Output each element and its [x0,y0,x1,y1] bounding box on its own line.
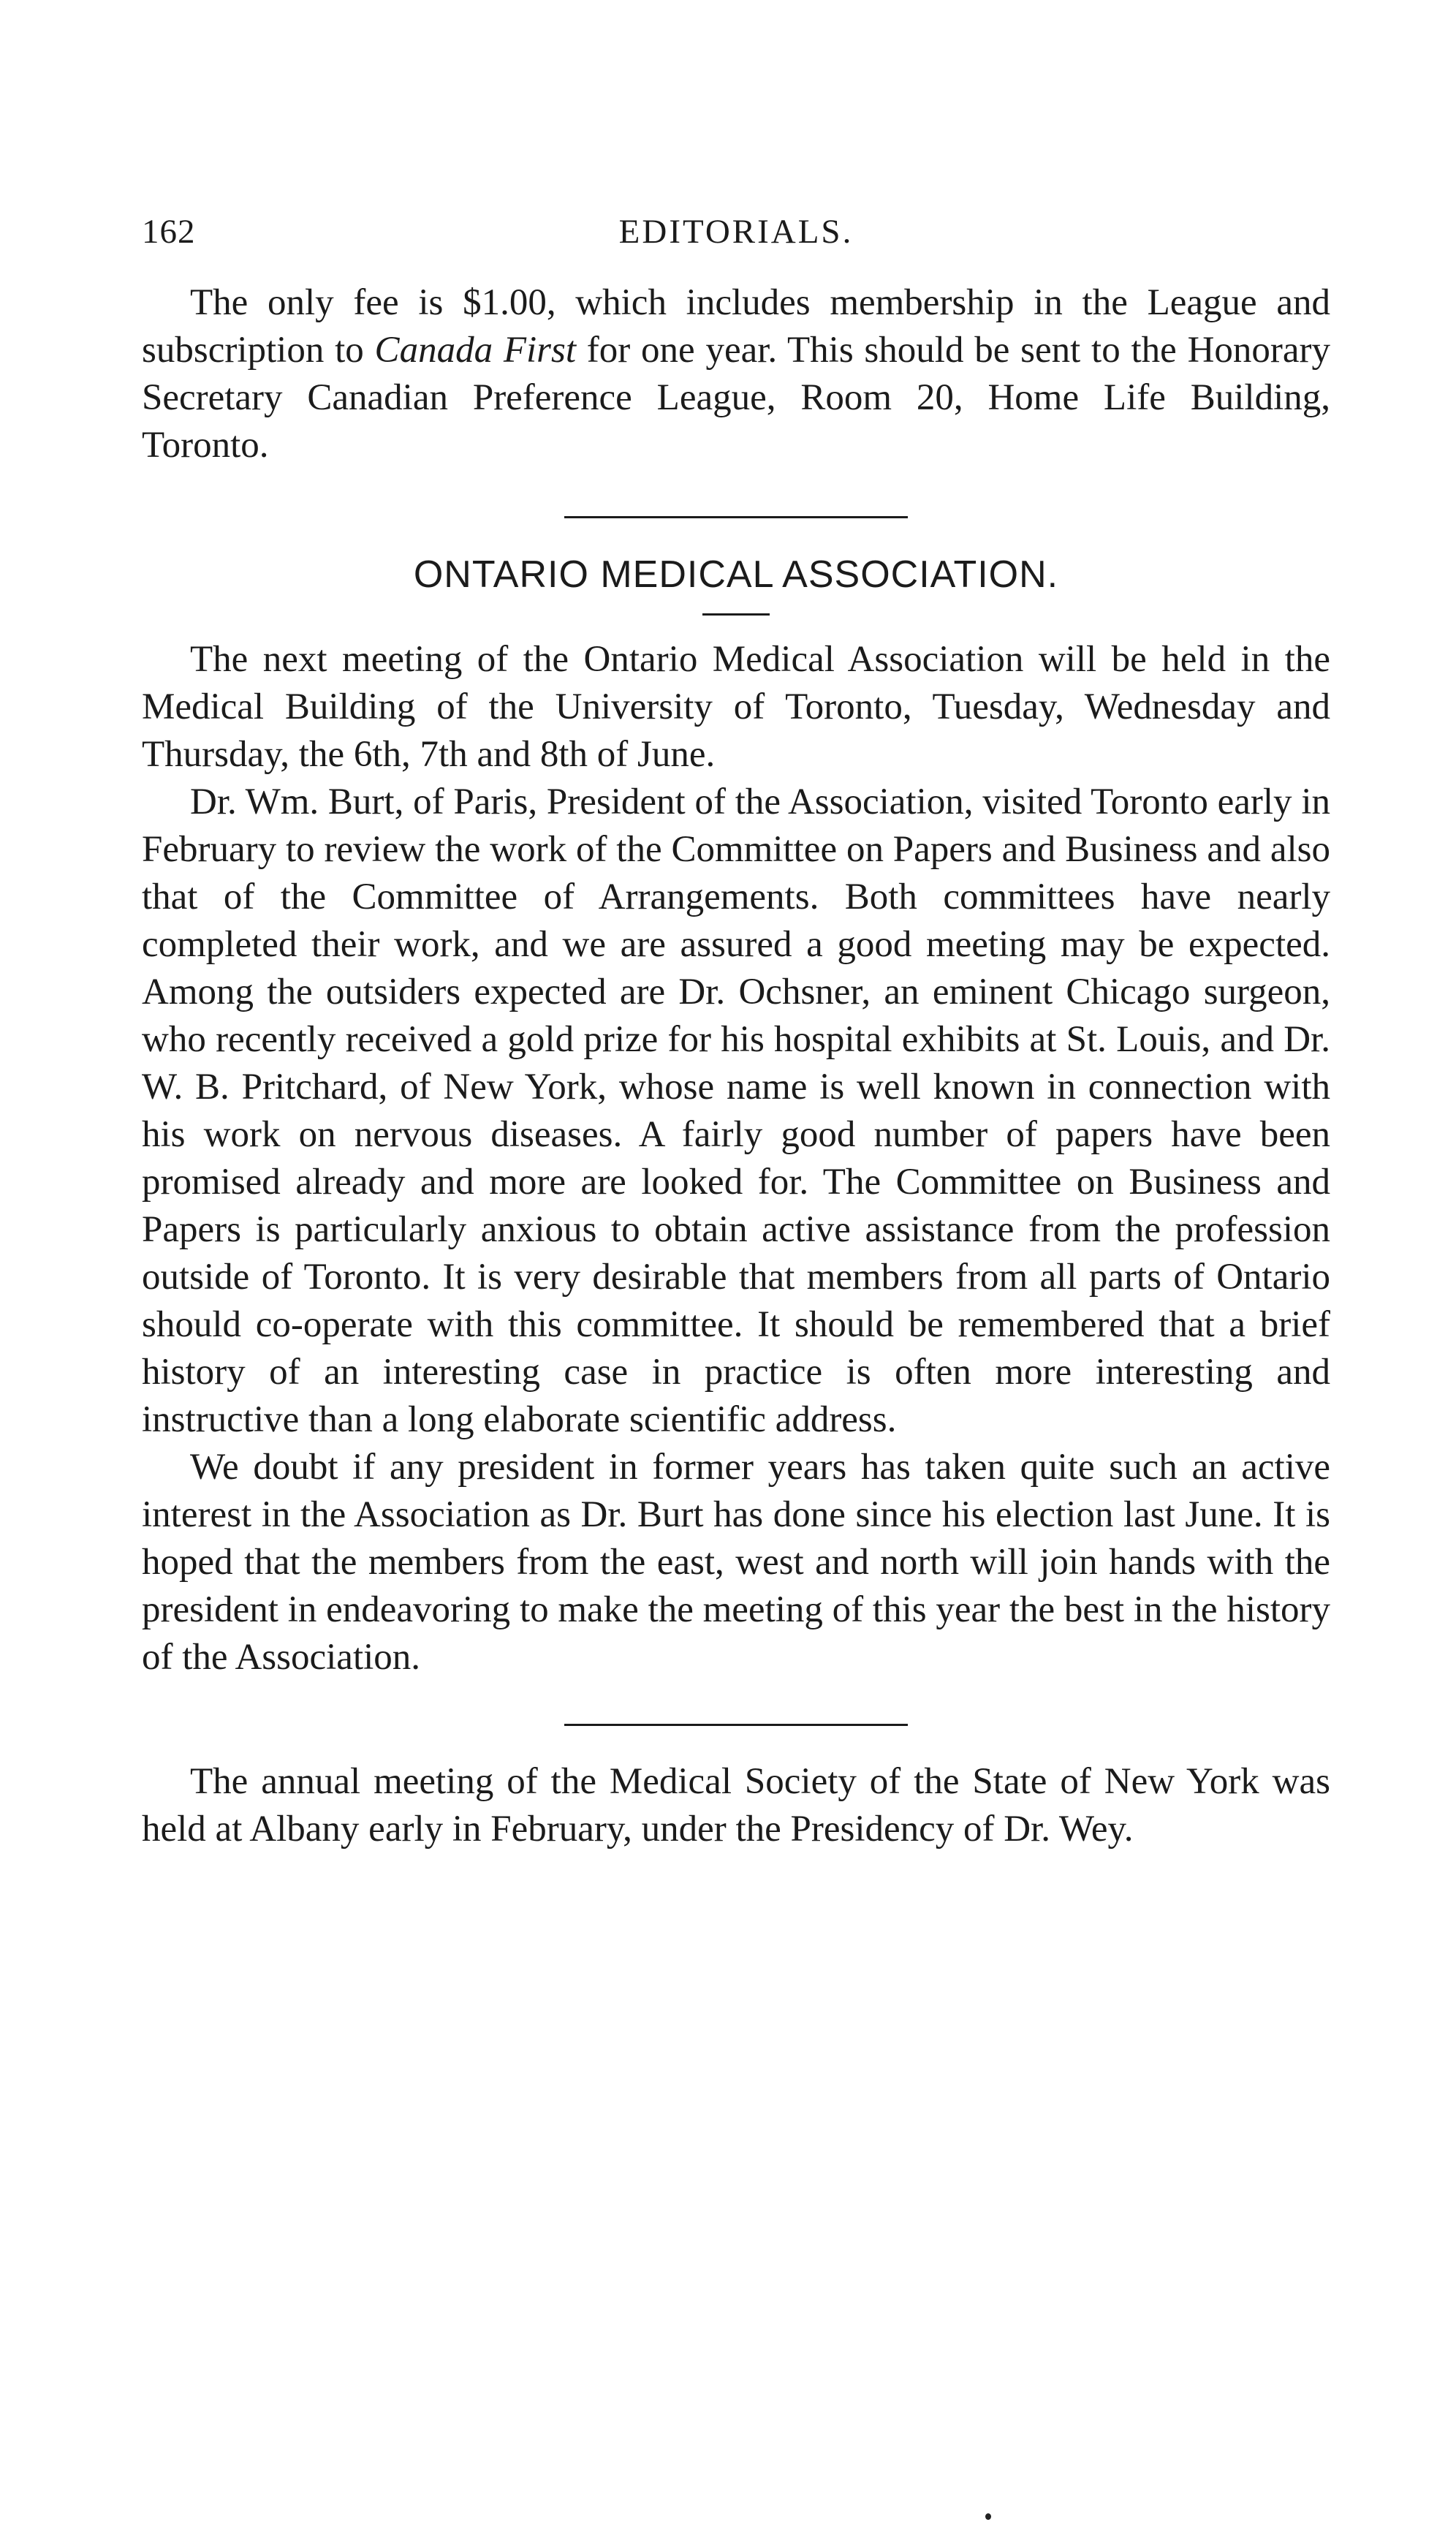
intro-text-before-title: The only fee is $1.00, which includes membership in the League and subscription to [142,282,1330,371]
article-paragraph-committees: Dr. Wm. Burt, of Paris, President of the Association, visited Toronto early in February to review the work of the Committee on Papers and Business and also that of the Committee of Arrangements. Both committees have nearly completed their work, and we are assured a good meeting may be expected. Among the outsiders expected are Dr. Ochsner, an eminent Chicago surgeon, who recently received a gold prize for his hospital exhibits at St. Louis, and Dr. W. B. Pritchard, of New York, whose name is well known in connection with his work on nervous diseases. A fairly good number of papers have been promised already and more are looked for. The Committee on Business and Papers is particularly anxious to obtain active assistance from the profession outside of Toronto. It is very desirable that members from all parts of Ontario should co-operate with this committee. It should be remembered that a brief history of an interesting case in practice is often more interesting and instructive than a long elaborate scientific address. [142,781,1330,1440]
publication-title: Canada First [374,330,577,371]
page-number: 162 [142,213,196,251]
section-title: EDITORIALS. [618,213,854,251]
article-paragraph-meeting: The next meeting of the Ontario Medical Association will be held in the Medical Building of the University of Toronto, Tuesday, Wednesday and Thursday, the 6th, 7th and 8th of June. [142,639,1330,775]
closing-paragraph: The annual meeting of the Medical Society of the State of New York was held at Albany early in February, under the Presidency of Dr. Wey. [142,1761,1330,1850]
intro-text-after-title: for one year. This should be sent to the Honorary Secretary Canadian Preference League, Room 20, Home Life Building, Toronto. [142,330,1331,466]
ink-speck [985,2513,991,2520]
running-head [142,212,1330,259]
section-divider-rule [564,1724,908,1726]
section-divider-rule [564,516,908,518]
heading-underline-rule [702,613,770,616]
article-paragraph-president: We doubt if any president in former years has taken quite such an active interest in the Association as Dr. Burt has done since his election last June. It is hoped that the members from the east, west and north will join hands with the president in endeavoring to make the meeting of this year the best in the history of the Association. [142,1447,1330,1678]
intro-paragraph [142,279,1330,469]
article-heading: ONTARIO MEDICAL ASSOCIATION. [413,553,1059,596]
page [142,212,1330,1853]
